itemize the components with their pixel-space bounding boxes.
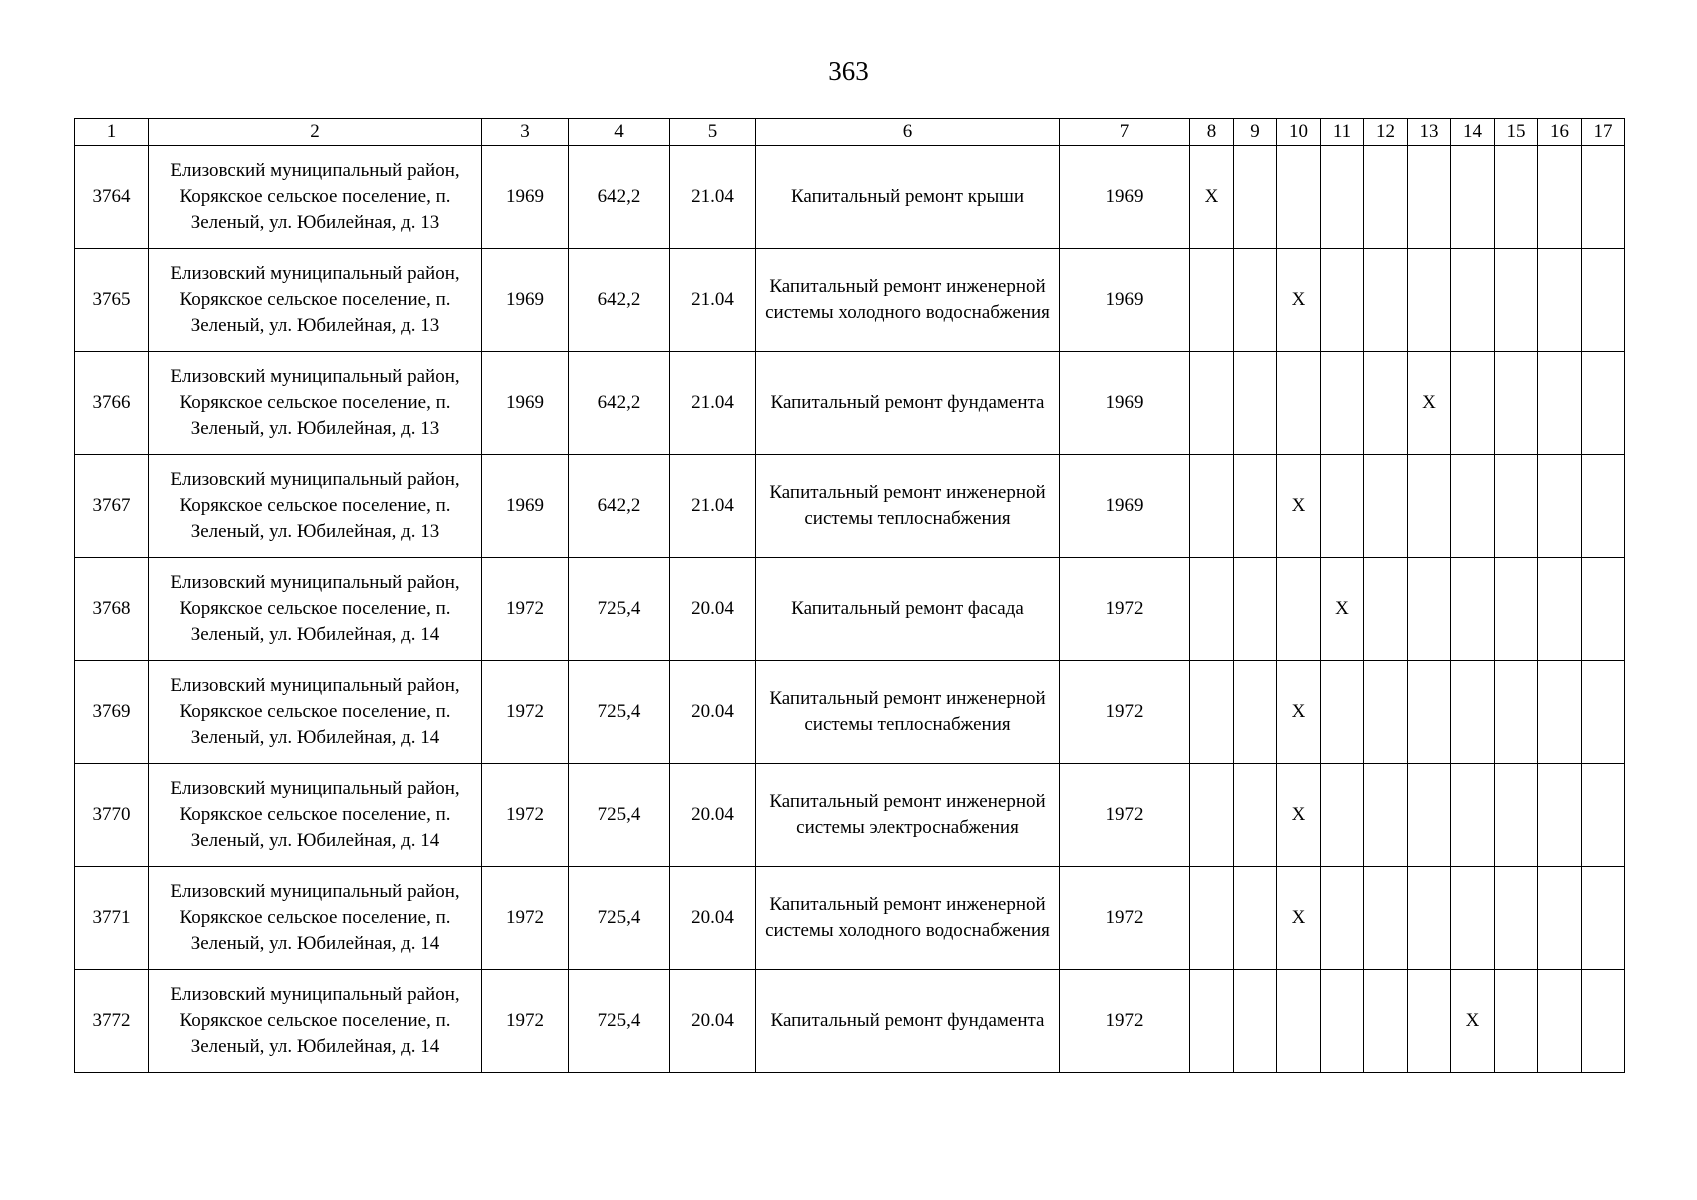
column-header-3: 3: [482, 119, 569, 146]
code-cell: 20.04: [670, 558, 756, 661]
year-built-cell: 1972: [482, 764, 569, 867]
work-type-cell: Капитальный ремонт фундамента: [756, 352, 1060, 455]
empty-cell: [1538, 661, 1582, 764]
empty-cell: [1321, 764, 1364, 867]
year-built-cell: 1969: [482, 455, 569, 558]
empty-cell: [1364, 249, 1408, 352]
empty-cell: [1408, 764, 1451, 867]
area-cell: 725,4: [569, 558, 670, 661]
year-built-cell: 1972: [482, 558, 569, 661]
table-row: [75, 558, 1625, 661]
year-last-repair-cell: 1972: [1060, 867, 1190, 970]
row-number-cell: 3772: [75, 970, 149, 1073]
empty-cell: [1364, 558, 1408, 661]
mark-cell: Х: [1277, 661, 1321, 764]
empty-cell: [1190, 249, 1234, 352]
empty-cell: [1364, 352, 1408, 455]
empty-cell: [1321, 867, 1364, 970]
empty-cell: [1582, 249, 1625, 352]
empty-cell: [1495, 249, 1538, 352]
year-built-cell: 1969: [482, 352, 569, 455]
code-cell: 20.04: [670, 970, 756, 1073]
empty-cell: [1190, 764, 1234, 867]
column-header-10: 10: [1277, 119, 1321, 146]
empty-cell: [1495, 146, 1538, 249]
table-row: [75, 352, 1625, 455]
address-cell: Елизовский муниципальный район, Корякское сельское поселение, п. Зеленый, ул. Юбилейная, д. 13: [149, 455, 482, 558]
area-cell: 642,2: [569, 146, 670, 249]
mark-cell: Х: [1277, 455, 1321, 558]
empty-cell: [1582, 764, 1625, 867]
code-cell: 20.04: [670, 867, 756, 970]
mark-cell: Х: [1277, 867, 1321, 970]
table-row: [75, 146, 1625, 249]
year-last-repair-cell: 1969: [1060, 352, 1190, 455]
work-type-cell: Капитальный ремонт инженерной системы холодного водоснабжения: [756, 249, 1060, 352]
empty-cell: [1451, 558, 1495, 661]
empty-cell: [1538, 764, 1582, 867]
empty-cell: [1408, 661, 1451, 764]
empty-cell: [1408, 970, 1451, 1073]
year-built-cell: 1972: [482, 661, 569, 764]
empty-cell: [1582, 970, 1625, 1073]
column-header-2: 2: [149, 119, 482, 146]
empty-cell: [1234, 764, 1277, 867]
empty-cell: [1364, 146, 1408, 249]
empty-cell: [1538, 970, 1582, 1073]
empty-cell: [1277, 146, 1321, 249]
year-last-repair-cell: 1972: [1060, 970, 1190, 1073]
empty-cell: [1364, 764, 1408, 867]
area-cell: 642,2: [569, 249, 670, 352]
year-last-repair-cell: 1969: [1060, 146, 1190, 249]
area-cell: 725,4: [569, 764, 670, 867]
row-number-cell: 3769: [75, 661, 149, 764]
empty-cell: [1277, 970, 1321, 1073]
empty-cell: [1408, 867, 1451, 970]
empty-cell: [1495, 867, 1538, 970]
table-row: [75, 455, 1625, 558]
empty-cell: [1190, 558, 1234, 661]
empty-cell: [1321, 455, 1364, 558]
column-header-14: 14: [1451, 119, 1495, 146]
empty-cell: [1495, 970, 1538, 1073]
table-body: [75, 146, 1625, 1073]
column-header-7: 7: [1060, 119, 1190, 146]
empty-cell: [1364, 970, 1408, 1073]
empty-cell: [1538, 249, 1582, 352]
work-type-cell: Капитальный ремонт инженерной системы теплоснабжения: [756, 455, 1060, 558]
year-last-repair-cell: 1969: [1060, 249, 1190, 352]
work-type-cell: Капитальный ремонт крыши: [756, 146, 1060, 249]
empty-cell: [1321, 661, 1364, 764]
row-number-cell: 3768: [75, 558, 149, 661]
empty-cell: [1321, 249, 1364, 352]
empty-cell: [1234, 867, 1277, 970]
code-cell: 21.04: [670, 352, 756, 455]
year-built-cell: 1969: [482, 249, 569, 352]
empty-cell: [1190, 661, 1234, 764]
year-built-cell: 1969: [482, 146, 569, 249]
empty-cell: [1234, 352, 1277, 455]
empty-cell: [1321, 146, 1364, 249]
column-header-5: 5: [670, 119, 756, 146]
empty-cell: [1364, 455, 1408, 558]
year-last-repair-cell: 1972: [1060, 764, 1190, 867]
empty-cell: [1408, 249, 1451, 352]
area-cell: 642,2: [569, 352, 670, 455]
mark-cell: Х: [1451, 970, 1495, 1073]
empty-cell: [1495, 352, 1538, 455]
empty-cell: [1538, 455, 1582, 558]
empty-cell: [1495, 455, 1538, 558]
mark-cell: Х: [1321, 558, 1364, 661]
table-row: [75, 661, 1625, 764]
work-type-cell: Капитальный ремонт фасада: [756, 558, 1060, 661]
row-number-cell: 3766: [75, 352, 149, 455]
address-cell: Елизовский муниципальный район, Корякское сельское поселение, п. Зеленый, ул. Юбилейная, д. 14: [149, 661, 482, 764]
address-cell: Елизовский муниципальный район, Корякское сельское поселение, п. Зеленый, ул. Юбилейная, д. 13: [149, 249, 482, 352]
empty-cell: [1451, 764, 1495, 867]
work-type-cell: Капитальный ремонт инженерной системы теплоснабжения: [756, 661, 1060, 764]
work-type-cell: Капитальный ремонт инженерной системы холодного водоснабжения: [756, 867, 1060, 970]
empty-cell: [1451, 661, 1495, 764]
address-cell: Елизовский муниципальный район, Корякское сельское поселение, п. Зеленый, ул. Юбилейная, д. 14: [149, 764, 482, 867]
empty-cell: [1495, 764, 1538, 867]
empty-cell: [1321, 352, 1364, 455]
address-cell: Елизовский муниципальный район, Корякское сельское поселение, п. Зеленый, ул. Юбилейная, д. 13: [149, 352, 482, 455]
code-cell: 20.04: [670, 764, 756, 867]
empty-cell: [1582, 455, 1625, 558]
empty-cell: [1582, 661, 1625, 764]
empty-cell: [1451, 352, 1495, 455]
empty-cell: [1408, 455, 1451, 558]
empty-cell: [1495, 558, 1538, 661]
empty-cell: [1538, 558, 1582, 661]
empty-cell: [1582, 146, 1625, 249]
empty-cell: [1234, 249, 1277, 352]
empty-cell: [1364, 661, 1408, 764]
area-cell: 725,4: [569, 970, 670, 1073]
code-cell: 21.04: [670, 146, 756, 249]
column-header-9: 9: [1234, 119, 1277, 146]
empty-cell: [1495, 661, 1538, 764]
work-type-cell: Капитальный ремонт инженерной системы электроснабжения: [756, 764, 1060, 867]
column-header-8: 8: [1190, 119, 1234, 146]
column-header-4: 4: [569, 119, 670, 146]
empty-cell: [1582, 352, 1625, 455]
area-cell: 725,4: [569, 867, 670, 970]
empty-cell: [1190, 970, 1234, 1073]
address-cell: Елизовский муниципальный район, Корякское сельское поселение, п. Зеленый, ул. Юбилейная, д. 14: [149, 970, 482, 1073]
empty-cell: [1277, 558, 1321, 661]
empty-cell: [1321, 970, 1364, 1073]
table-row: [75, 867, 1625, 970]
empty-cell: [1234, 558, 1277, 661]
empty-cell: [1408, 558, 1451, 661]
mark-cell: Х: [1408, 352, 1451, 455]
work-type-cell: Капитальный ремонт фундамента: [756, 970, 1060, 1073]
code-cell: 20.04: [670, 661, 756, 764]
year-last-repair-cell: 1972: [1060, 558, 1190, 661]
empty-cell: [1277, 352, 1321, 455]
year-built-cell: 1972: [482, 867, 569, 970]
table-row: [75, 970, 1625, 1073]
empty-cell: [1190, 455, 1234, 558]
empty-cell: [1582, 867, 1625, 970]
empty-cell: [1538, 146, 1582, 249]
year-last-repair-cell: 1972: [1060, 661, 1190, 764]
year-built-cell: 1972: [482, 970, 569, 1073]
row-number-cell: 3771: [75, 867, 149, 970]
table-row: [75, 249, 1625, 352]
empty-cell: [1451, 249, 1495, 352]
column-header-17: 17: [1582, 119, 1625, 146]
column-header-13: 13: [1408, 119, 1451, 146]
column-header-6: 6: [756, 119, 1060, 146]
area-cell: 642,2: [569, 455, 670, 558]
code-cell: 21.04: [670, 249, 756, 352]
column-header-16: 16: [1538, 119, 1582, 146]
row-number-cell: 3764: [75, 146, 149, 249]
empty-cell: [1582, 558, 1625, 661]
empty-cell: [1364, 867, 1408, 970]
row-number-cell: 3767: [75, 455, 149, 558]
column-header-1: 1: [75, 119, 149, 146]
address-cell: Елизовский муниципальный район, Корякское сельское поселение, п. Зеленый, ул. Юбилейная, д. 14: [149, 867, 482, 970]
empty-cell: [1451, 146, 1495, 249]
repair-program-table: [74, 118, 1625, 1073]
empty-cell: [1190, 352, 1234, 455]
row-number-cell: 3770: [75, 764, 149, 867]
empty-cell: [1234, 661, 1277, 764]
empty-cell: [1234, 970, 1277, 1073]
empty-cell: [1234, 146, 1277, 249]
column-header-12: 12: [1364, 119, 1408, 146]
empty-cell: [1451, 867, 1495, 970]
table-row: [75, 764, 1625, 867]
page-number: 363: [828, 56, 869, 86]
address-cell: Елизовский муниципальный район, Корякское сельское поселение, п. Зеленый, ул. Юбилейная, д. 14: [149, 558, 482, 661]
column-header-11: 11: [1321, 119, 1364, 146]
table-header-row: [75, 119, 1625, 146]
mark-cell: Х: [1190, 146, 1234, 249]
empty-cell: [1190, 867, 1234, 970]
address-cell: Елизовский муниципальный район, Корякское сельское поселение, п. Зеленый, ул. Юбилейная, д. 13: [149, 146, 482, 249]
empty-cell: [1234, 455, 1277, 558]
year-last-repair-cell: 1969: [1060, 455, 1190, 558]
mark-cell: Х: [1277, 249, 1321, 352]
empty-cell: [1538, 867, 1582, 970]
mark-cell: Х: [1277, 764, 1321, 867]
row-number-cell: 3765: [75, 249, 149, 352]
empty-cell: [1408, 146, 1451, 249]
empty-cell: [1451, 455, 1495, 558]
code-cell: 21.04: [670, 455, 756, 558]
empty-cell: [1538, 352, 1582, 455]
area-cell: 725,4: [569, 661, 670, 764]
column-header-15: 15: [1495, 119, 1538, 146]
